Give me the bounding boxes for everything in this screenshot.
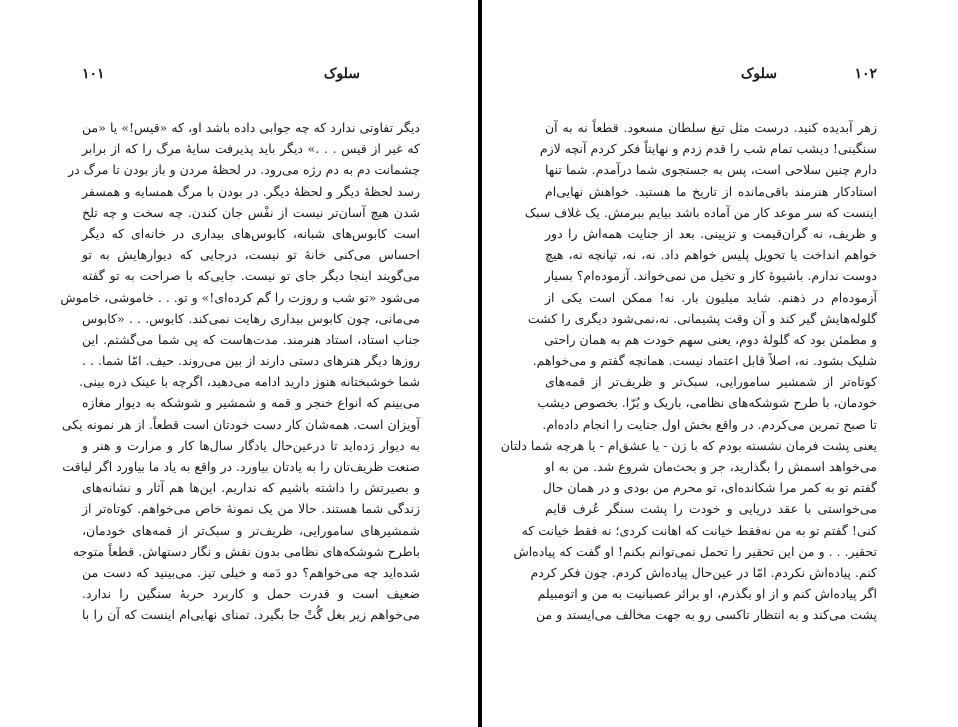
text-line: شلیک بشود. نه، اصلاً قابل اعتماد نیست. همانچه گفتم و می‌خواهم. (532, 353, 877, 369)
right-page-number: ۱۰۲ (854, 66, 877, 82)
text-line: گفتم تو به کمر مرا شکانده‌ای، تو محرم من بودی و در همان حال (542, 480, 877, 496)
text-line: می‌بینم که انواع خنجر و قمه و شمشیر و شوشکه به دیوار مغازه (82, 395, 420, 411)
left-page-header (82, 66, 420, 88)
text-line: به دیوار زده‌اید تا درعین‌حال یادگار سال‌ها کار و مرارت و هنر و (82, 437, 420, 453)
text-line: شمشیرهای سامورایی، ظریف‌تر و سبک‌تر از قمه‌های خودمان، (82, 522, 420, 538)
text-line: یعنی پشت فرمان نشسته بودم که با زن - یا عشق‌ام - یا هرچه شما دلتان (500, 437, 877, 453)
text-line: کنم. پیاده‌اش نکردم. امّا در عین‌حال پیاده‌اش کردم. چون فکر کردم (530, 564, 877, 580)
text-line: اینست که سر موعد کار من آماده باشد بیایم ببرمش. یک غلاف سبک (524, 204, 877, 220)
text-line: می‌گویند اینجا دیگر جای تو نیست. جایی‌که با صراحت به تو گفته (82, 268, 420, 284)
left-page (0, 0, 476, 727)
text-line: زهر آبدیده کنید. درست مثل تیغ سلطان مسعود. قطعاً نه به آن (545, 120, 877, 135)
left-page-number: ۱۰۱ (82, 66, 105, 82)
text-line: که غیر از قیس . . .» دیگر باید پذیرفت سایهٔ مرگ را که از برابر (82, 141, 420, 157)
text-line: ضعیف است و قدرت حمل و کاربرد حربهٔ سنگین را ندارد. (82, 586, 420, 602)
right-page (482, 0, 958, 727)
text-line: رسد لحظهٔ دیگر و لحظهٔ دیگر. در بودن با مرگ همسایه و همسفر (82, 183, 420, 199)
text-line: شما خوشبختانه هنوز دارید ادامه می‌دهید، اگرچه با عینک ذره بینی. (79, 374, 420, 390)
text-line: تا صبح تمرین می‌کردم. در واقع بخش اول جنایت را انجام داده‌ام. (542, 416, 877, 432)
text-line: استادکار هنرمند باقی‌مانده از تاریخ ما هستید. خواهش نهایی‌ام (545, 183, 877, 199)
text-line: باطرح شوشکه‌های نظامی بدون نقش و نگار دستهاش. قطعاً متوجه (72, 543, 420, 559)
text-line: پشت می‌کند و به انتظار تاکسی رو به جهت مخالف می‌ایستد و من (536, 607, 877, 623)
text-line: است کابوس‌های شبانه، کابوس‌های بیداری در خانه‌ای که دیگر (82, 225, 420, 241)
text-line: گلوله‌هایش گیر کند و آن وقت پشیمانی. نه،نمی‌شود دیگری را کشت (527, 310, 877, 326)
text-line: و مطمئن بود که گلولهٔ دوم، یعنی سهم خودت هم به همان راحتی (544, 331, 877, 347)
text-line: روزها دیگر هنرهای دستی دارند از بین می‌روند. حیف. امّا شما. . . (82, 353, 420, 369)
text-line: دیگر تفاوتی ندارد که چه جوابی داده باشد او، که «قیس!» یا «من (82, 120, 420, 135)
text-line: اگر پیاده‌اش کنم و از او بگذرم، او برائر عصبانیت به من و اتومبیلم (537, 586, 877, 602)
text-line: دوست ندارم. باشیوهٔ کار و تخیل من نمی‌خواند. آزموده‌ام؟ بسیار (544, 268, 877, 284)
text-line: آویزان است. همه‌شان کار دست خودتان است قطعاً. از هر نمونه یکی (61, 416, 420, 432)
text-line: کوتاه‌تر از شمشیر سامورایی، سبک‌تر و ظریف‌تر از قمه‌های (545, 374, 877, 390)
text-line: دارم چنین سلاحی است، پس به جستجوی شما درآمدم. شما تنها (545, 162, 877, 178)
text-line: می‌مانی، چون کابوس بیداری رهایت نمی‌کند. کابوس. . . «کابوس (82, 310, 420, 326)
left-running-title: سلوک (323, 66, 360, 82)
text-line: خودمان، با طرح شوشکه‌های نظامی، باریک و بُرّا. بخصوص دیشب (537, 395, 877, 411)
right-page-body (500, 117, 877, 626)
text-line: و ظریف، نه گران‌قیمت و تزیینی. بعد از جنایت همه‌اش را دور (545, 225, 877, 241)
text-line: می‌خواستی با عقد دریایی و خودت را پشت سنگر عُرف قایم (545, 501, 877, 517)
text-line: زندگی شما هستند. حالا من یک نمونهٔ خاص می‌خواهم. کوتاه‌تر از (82, 501, 420, 517)
text-line: می‌شود «تو شب و روزت را گم کرده‌ای!» و تو. . . خاموشی، خاموش (60, 289, 420, 305)
text-line: چشمانت دم به دم رژه می‌رود. در لحظهٔ مردن و باز بودن تا مرگ در (68, 162, 420, 178)
text-line: تحقیر. . . و من این تحقیر را تحمل نمی‌توانم بکنم! او گفت که پیاده‌اش (513, 543, 877, 559)
text-line: آزموده‌ام در ذهنم. شاید میلیون بار. نه! ممکن است یکی از (545, 289, 877, 305)
text-line: می‌خواهم زیر بغل گُتْ جا بگیرد. تمنای نهایی‌ام اینست که آن را با (82, 607, 420, 623)
text-line: صنعت ظریف‌تان را به یادتان بیاورد. در واقع به یاد ما بیاورد اگر لیاقت (62, 459, 420, 474)
text-line: می‌خواهد اسمش را بگذارید، جر و بحث‌مان شروع شد. من به او (545, 459, 877, 474)
text-line: شدن هیچ آسان‌تر نیست از نفْس جان کندن. چه سخت و چه تلخ (82, 204, 420, 220)
left-page-body (60, 117, 420, 626)
text-line: احساس می‌کنی خانهٔ تو نیست، درجایی که دیوارهایش به تو (82, 247, 420, 263)
text-line: شده‌اید چه می‌خواهم؟ دو دَمه و خیلی تیز. می‌بینید که دست من (82, 564, 420, 580)
right-running-title: سلوک (740, 66, 777, 82)
right-page-header (545, 66, 877, 88)
text-line: کنی! گفتم تو به من نه‌فقط خیانت که اهانت کردی؛ نه فقط خیانت که (521, 522, 877, 538)
text-line: و بصیرتش را داشته باشیم که نداریم. این‌ها هم آثار و نشانه‌های (82, 480, 420, 496)
text-line: جناب استاد، استاد هنرمند. مدت‌هاست که پی شما می‌گشتم. این (82, 331, 420, 347)
text-line: خواهم انداخت یا تحویل پلیس خواهم داد. نه، نه، تپانچه نه، هیچ (545, 247, 877, 263)
text-line: سنگینی! دیشب تمام شب را قدم زدم و نهایتاً فکر کردم آنچه لازم (539, 141, 877, 157)
